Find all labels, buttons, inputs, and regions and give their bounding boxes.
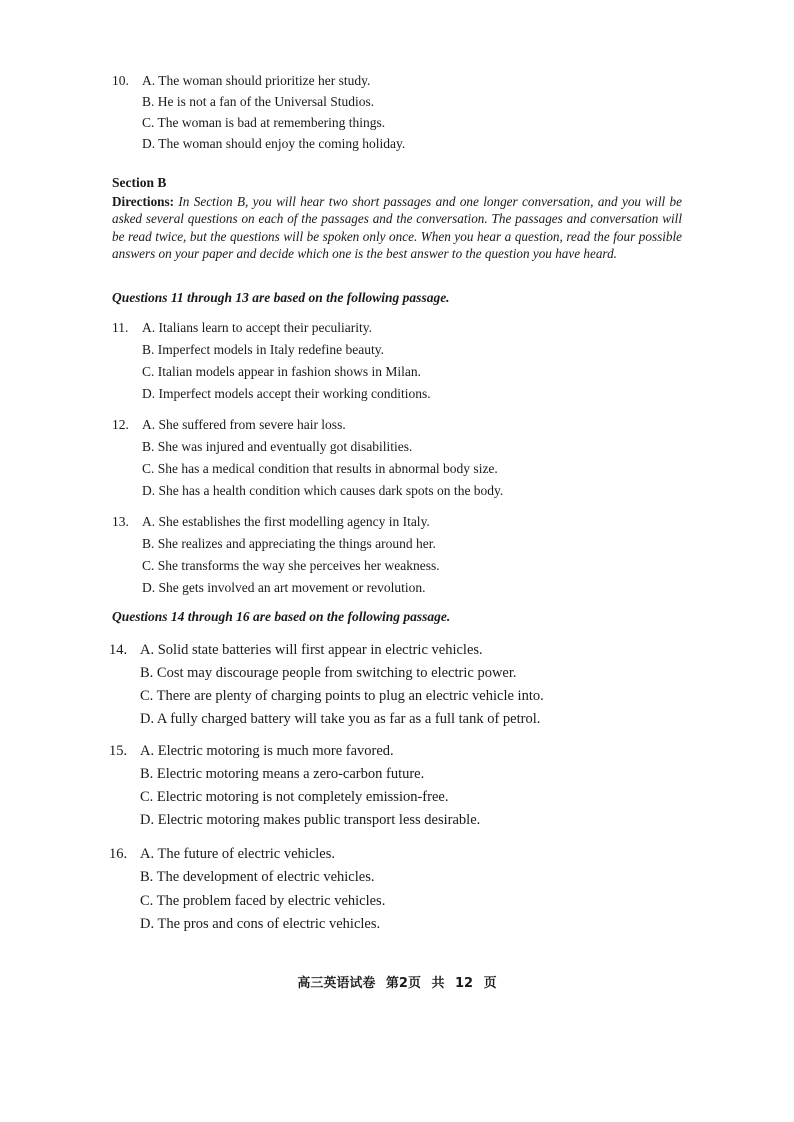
directions-label: Directions: [112, 194, 175, 209]
option-a: A. Solid state batteries will first appear in electric vehicles. [140, 642, 483, 658]
question-number: 11. [112, 320, 129, 335]
option-b: B. Electric motoring means a zero-carbon future. [140, 766, 425, 782]
option-d: D. The woman should enjoy the coming holiday. [142, 136, 406, 151]
option-a: A. Electric motoring is much more favored. [140, 743, 394, 759]
option-b: B. She realizes and appreciating the things around her. [142, 536, 436, 551]
option-a: A. The future of electric vehicles. [140, 846, 335, 862]
question-number: 16. [109, 846, 128, 862]
option-a: A. She suffered from severe hair loss. [142, 417, 346, 432]
question-number: 15. [109, 743, 128, 759]
option-c: C. The problem faced by electric vehicles. [140, 893, 386, 909]
option-b: B. Imperfect models in Italy redefine beauty. [142, 342, 385, 357]
option-b: B. She was injured and eventually got disabilities. [142, 439, 413, 454]
question-number: 10. [112, 73, 129, 88]
option-d: D. Imperfect models accept their working conditions. [142, 386, 431, 401]
option-c: C. There are plenty of charging points to plug an electric vehicle into. [140, 688, 544, 704]
option-b: B. He is not a fan of the Universal Studios. [142, 94, 375, 109]
group-heading-11-13: Questions 11 through 13 are based on the following passage. [112, 290, 450, 305]
option-a: A. The woman should prioritize her study. [142, 73, 371, 88]
group-heading-14-16: Questions 14 through 16 are based on the following passage. [112, 609, 451, 624]
option-b: B. Cost may discourage people from switching to electric power. [140, 665, 517, 681]
option-c: C. She transforms the way she perceives her weakness. [142, 558, 440, 573]
option-d: D. A fully charged battery will take you as far as a full tank of petrol. [140, 711, 541, 727]
option-c: C. The woman is bad at remembering things. [142, 115, 386, 130]
option-d: D. She gets involved an art movement or revolution. [142, 580, 426, 595]
page-footer: 高三英语试卷 第2页 共 12 页 [297, 976, 497, 991]
question-number: 14. [109, 642, 128, 658]
option-a: A. Italians learn to accept their peculiarity. [142, 320, 373, 335]
option-d: D. The pros and cons of electric vehicles. [140, 916, 381, 932]
option-c: C. Italian models appear in fashion shows in Milan. [142, 364, 421, 379]
question-number: 12. [112, 417, 129, 432]
section-b-directions [112, 193, 682, 262]
option-d: D. She has a health condition which causes dark spots on the body. [142, 483, 504, 498]
option-c: C. She has a medical condition that results in abnormal body size. [142, 461, 498, 476]
section-b-title: Section B [112, 175, 167, 190]
directions-text: In Section B, you will hear two short passages and one longer conversation, and you will be asked several questions on each of the passages and the conversation. The passages and conversation will be read twice, but the questions will be spoken only once. When you hear a question, read the four possible answers on your paper and decide which one is the best answer to the question you have heard. [112, 194, 682, 261]
option-d: D. Electric motoring makes public transport less desirable. [140, 812, 481, 828]
question-number: 13. [112, 514, 129, 529]
option-c: C. Electric motoring is not completely emission-free. [140, 789, 449, 805]
option-a: A. She establishes the first modelling agency in Italy. [142, 514, 430, 529]
option-b: B. The development of electric vehicles. [140, 869, 375, 885]
